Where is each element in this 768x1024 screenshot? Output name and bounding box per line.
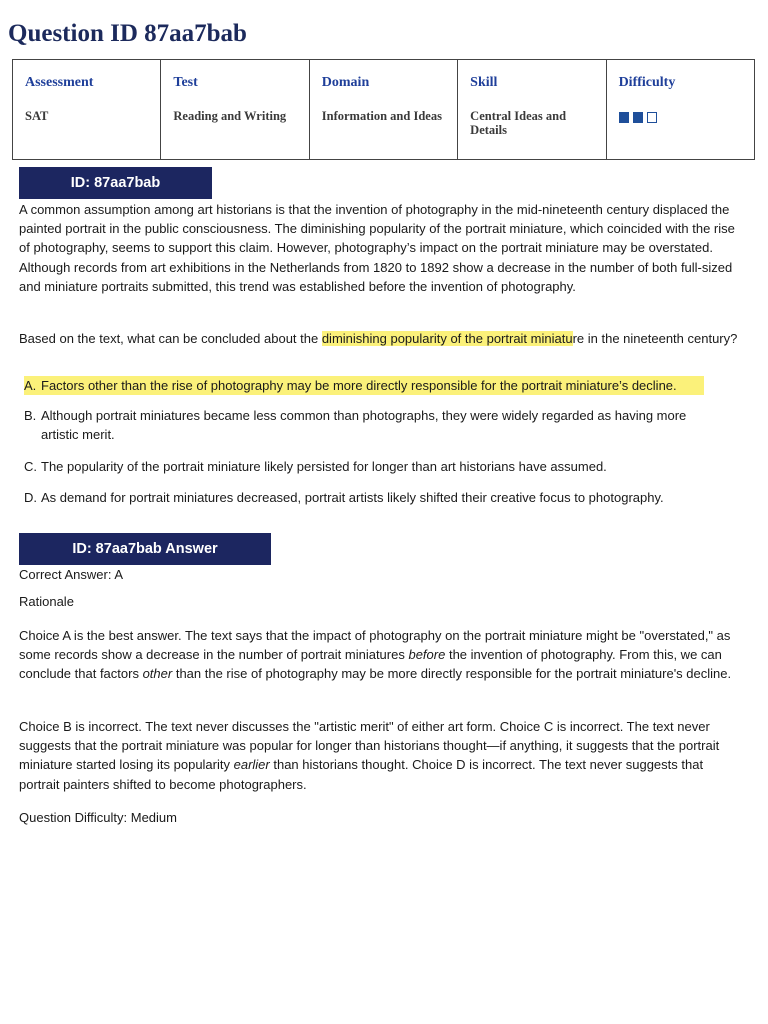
question-stem-start: Based on the text, what can be concluded about the bbox=[19, 331, 322, 346]
difficulty-square-icon bbox=[647, 112, 657, 123]
rationale-b-part2: than historians thought. Choice D is incorrect. The text never suggests that portrait painters shifted to become photographers. bbox=[19, 757, 704, 792]
rationale-a-part1: Choice A is the best answer. The text says that the impact of photography on the portrait miniature might be "overstated," as some records show a decrease in the number of portrait miniatures bbox=[19, 628, 731, 663]
meta-header-test: Test bbox=[173, 75, 198, 90]
difficulty-square-icon bbox=[619, 112, 629, 123]
meta-cell-skill bbox=[458, 60, 606, 160]
question-meta-table bbox=[12, 59, 755, 160]
answer-option-a[interactable] bbox=[24, 376, 704, 395]
rationale-label: Rationale bbox=[19, 594, 74, 609]
meta-value-skill: Central Ideas and Details bbox=[470, 109, 567, 137]
question-stem bbox=[19, 329, 739, 348]
meta-value-test: Reading and Writing bbox=[173, 109, 287, 123]
meta-header-difficulty: Difficulty bbox=[618, 75, 676, 90]
rationale-correct bbox=[19, 626, 747, 684]
option-text: The popularity of the portrait miniature likely persisted for longer than art historians have assumed. bbox=[41, 459, 607, 474]
option-letter: C. bbox=[24, 459, 37, 474]
option-letter: D. bbox=[24, 490, 37, 505]
meta-header-assessment: Assessment bbox=[25, 75, 94, 90]
page-title: Question ID 87aa7bab bbox=[8, 20, 247, 47]
option-letter: B. bbox=[24, 408, 37, 423]
question-id-bar: ID: 87aa7bab bbox=[19, 167, 212, 199]
option-letter: A. bbox=[24, 378, 37, 393]
question-stem-end: re in the nineteenth century? bbox=[572, 331, 738, 346]
difficulty-square-icon bbox=[633, 112, 643, 123]
difficulty-indicator bbox=[619, 112, 742, 123]
passage-text: A common assumption among art historians is that the invention of photography in the mid-nineteenth century displaced the painted portrait in the public consciousness. The diminishing popularity of the portrait miniature, which coincided with the rise of photography, seems to support this claim. However, photography’s impact on the portrait miniature may be overstated. Although records from art exhibitions in the Netherlands from 1820 to 1892 show a decrease in the number of both full-sized and miniature portraits submitted, this trend was established before the invention of photography. bbox=[19, 202, 735, 294]
meta-cell-domain bbox=[309, 60, 457, 160]
meta-header-domain: Domain bbox=[321, 75, 370, 90]
meta-cell-assessment bbox=[13, 60, 161, 160]
meta-value-domain: Information and Ideas bbox=[321, 109, 442, 123]
answer-option-b[interactable] bbox=[24, 406, 724, 444]
question-highlight: diminishing popularity of the portrait miniatu bbox=[321, 331, 573, 346]
rationale-a-emphasis-other: other bbox=[142, 666, 173, 682]
rationale-a-part3: than the rise of photography may be more directly responsible for the portrait miniature's decline. bbox=[172, 666, 732, 682]
rationale-a-part2: the invention of photography. From this, we can conclude that factors bbox=[19, 647, 722, 682]
meta-cell-test bbox=[161, 60, 309, 160]
meta-header-skill: Skill bbox=[470, 75, 498, 90]
answer-option-d[interactable] bbox=[24, 488, 724, 507]
rationale-incorrect bbox=[19, 717, 745, 794]
answer-option-c[interactable] bbox=[24, 457, 724, 476]
correct-answer: Correct Answer: A bbox=[19, 567, 124, 582]
rationale-a-emphasis-before: before bbox=[408, 647, 446, 663]
meta-value-assessment: SAT bbox=[25, 109, 49, 123]
meta-cell-difficulty bbox=[606, 60, 754, 160]
rationale-b-part1: Choice B is incorrect. The text never discusses the "artistic merit" of either art form. Choice C is incorrect. The text never suggests that the portrait miniature was popular for longer than historians thought—if anything, it suggests that the portrait miniature started losing its popularity bbox=[19, 719, 720, 773]
option-text: Although portrait miniatures became less common than photographs, they were widely regarded as having more artistic merit. bbox=[41, 408, 687, 443]
answer-id-bar: ID: 87aa7bab Answer bbox=[19, 533, 271, 565]
option-text: Factors other than the rise of photography may be more directly responsible for the portrait miniature’s decline. bbox=[41, 378, 677, 393]
rationale-b-emphasis-earlier: earlier bbox=[233, 757, 270, 773]
option-text: As demand for portrait miniatures decreased, portrait artists likely shifted their creative focus to photography. bbox=[41, 490, 664, 505]
question-difficulty: Question Difficulty: Medium bbox=[19, 810, 177, 825]
